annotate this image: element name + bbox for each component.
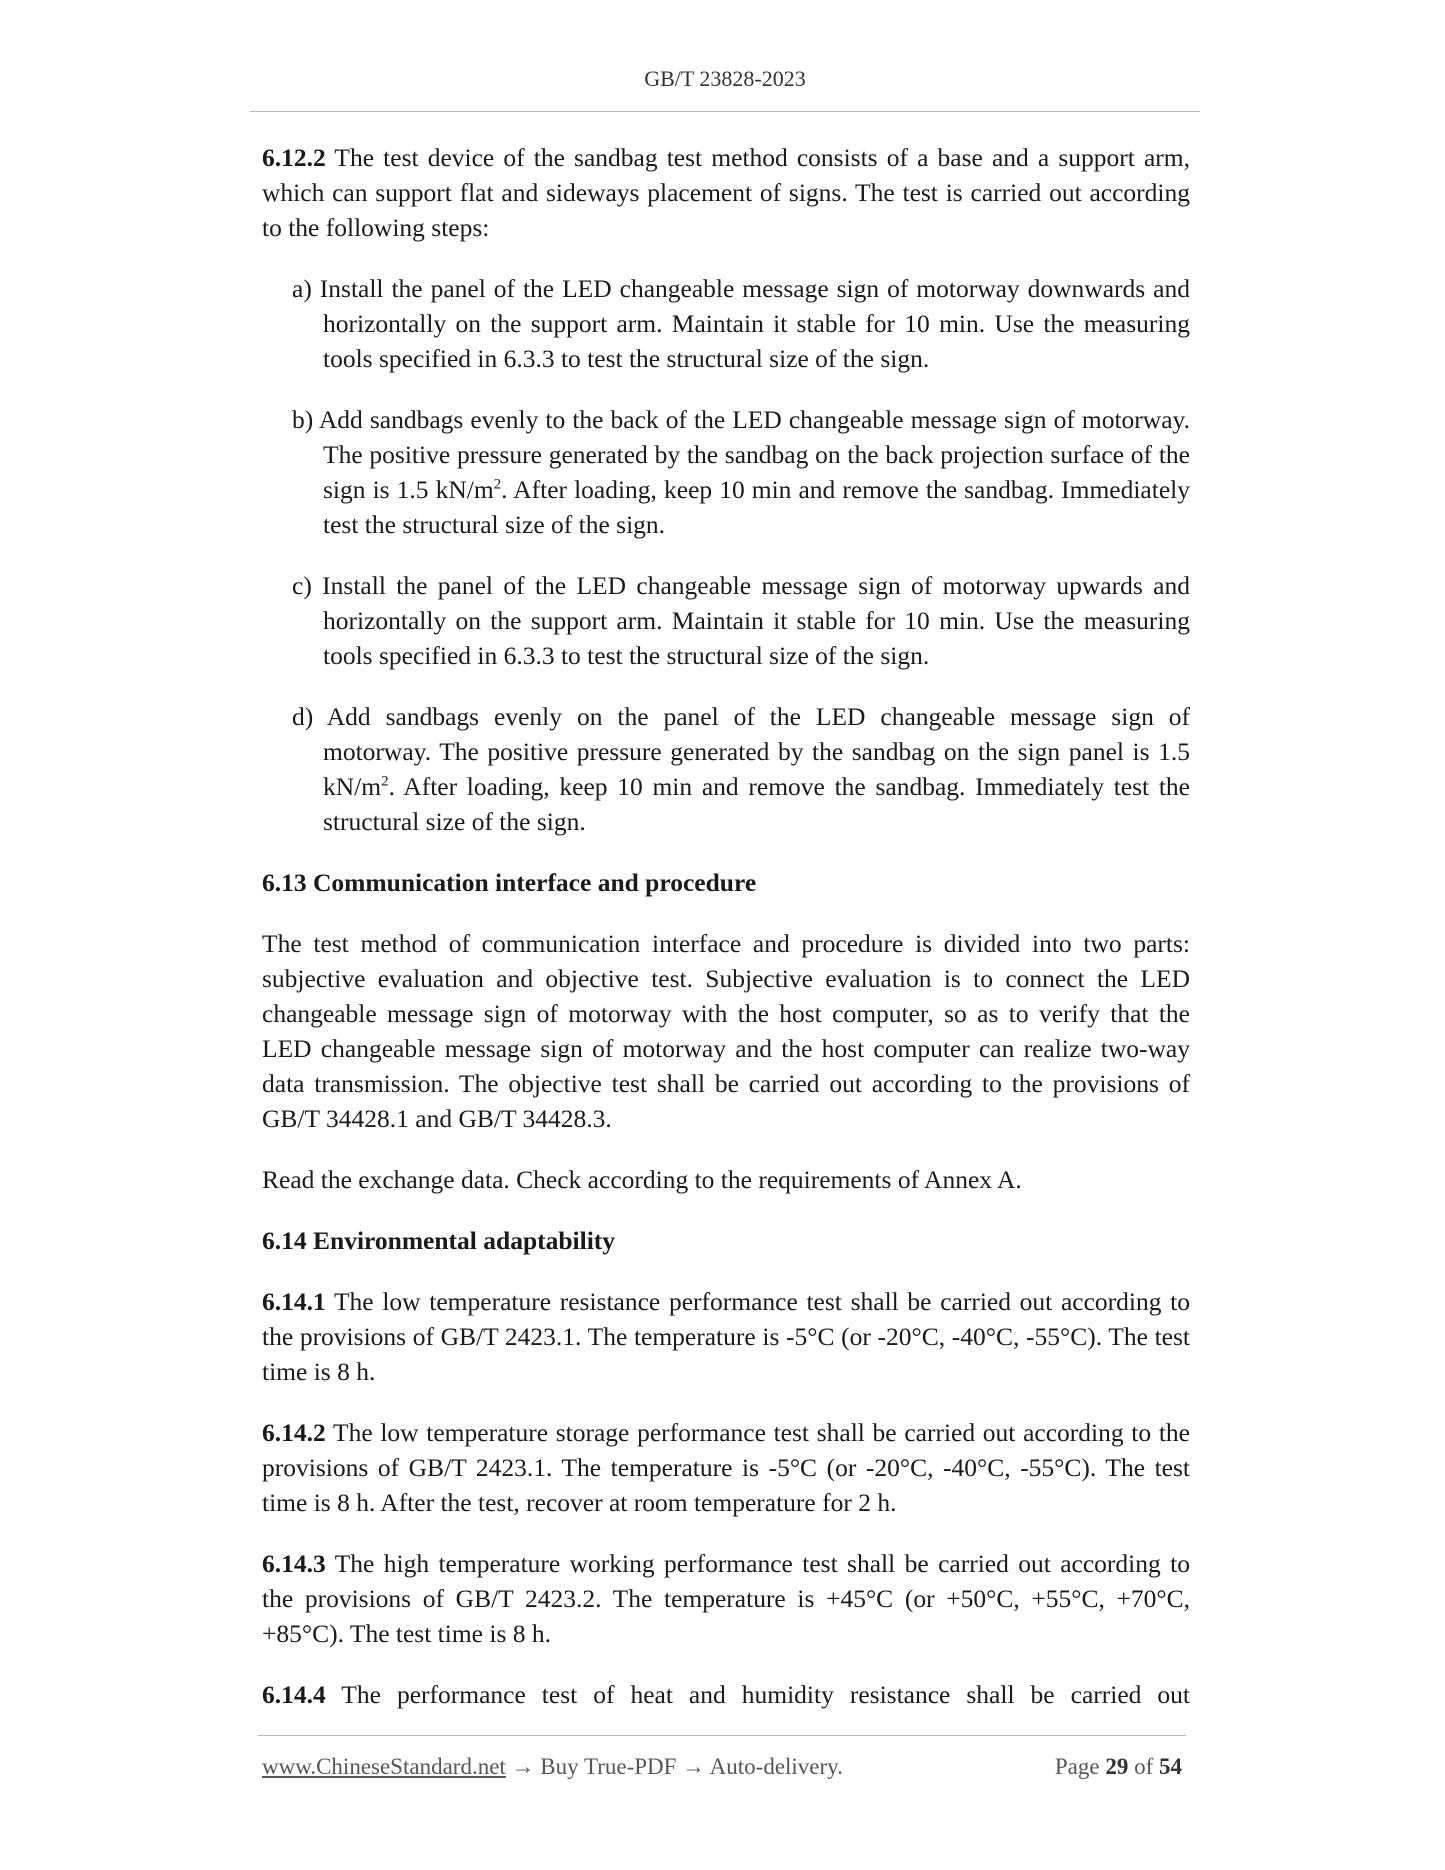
step-b-text-end: . After loading, keep 10 min and remove the sandbag. Immediately test the structural size of the sign. [323,475,1190,539]
footer-divider [258,1735,1186,1736]
step-b-text: b) Add sandbags evenly to the back of the LED changeable message sign of motorway. The positive pressure generated by the sandbag on the back projection surface of the sign is 1.5 kN/m [292,405,1190,504]
clause-6-14-2 [262,1415,1190,1520]
clause-number: 6.12.2 [262,143,326,172]
page-label: Page [1054,1754,1106,1779]
clause-number: 6.14.1 [262,1287,326,1316]
step-d [292,699,1190,839]
step-b-superscript: 2 [493,476,502,493]
footer-promo [262,1754,843,1780]
clause-number: 6.14.4 [262,1680,326,1709]
clause-number: 6.14.2 [262,1418,326,1447]
clause-6-14-4 [262,1677,1190,1712]
step-d-superscript: 2 [381,773,389,790]
page-number: 29 [1105,1754,1129,1779]
of-label: of [1128,1754,1159,1779]
clause-text: The test device of the sandbag test method consists of a base and a support arm, which can support flat and sideways placement of signs. The test is carried out according to the following steps: [262,143,1190,242]
clause-number: 6.14.3 [262,1549,326,1578]
page-indicator [1055,1754,1182,1780]
clause-text: The performance test of heat and humidity resistance shall be carried out [325,1680,1190,1709]
step-c: c) Install the panel of the LED changeable message sign of motorway upwards and horizontally on the support arm. Maintain it stable for 10 min. Use the measuring tools specified in 6.3.3 to test the structural size of the sign. [292,571,1190,670]
paragraph-6-13-2: Read the exchange data. Check according to the requirements of Annex A. [262,1165,1022,1194]
heading-6-14: 6.14 Environmental adaptability [262,1226,616,1255]
page-total: 54 [1159,1754,1182,1779]
clause-text: The low temperature storage performance test shall be carried out according to the provisions of GB/T 2423.1. The temperature is -5°C (or -20°C, -40°C, -55°C). The test time is 8 h. After the test, recover at room temperature for 2 h. [262,1418,1190,1517]
step-b [292,402,1190,542]
clause-6-14-3 [262,1546,1190,1651]
step-d-text-end: . After loading, keep 10 min and remove the sandbag. Immediately test the structural size of the sign. [323,772,1190,836]
page-footer [262,1754,1182,1780]
page-content [262,140,1190,1712]
step-a: a) Install the panel of the LED changeable message sign of motorway downwards and horizontally on the support arm. Maintain it stable for 10 min. Use the measuring tools specified in 6.3.3 to test the structural size of the sign. [292,274,1190,373]
clause-6-12-2 [262,140,1190,245]
paragraph-6-13-1: The test method of communication interface and procedure is divided into two parts: subjective evaluation and objective test. Subjective evaluation is to connect the LED changeable message sign of motorway with the host computer, so as to verify that the LED changeable message sign of motorway and the host computer can realize two-way data transmission. The objective test shall be carried out according to the provisions of GB/T 34428.1 and GB/T 34428.3. [262,929,1190,1133]
header-divider [250,111,1200,112]
heading-6-13: 6.13 Communication interface and procedure [262,868,757,897]
step-d-text: d) Add sandbags evenly on the panel of the LED changeable message sign of motorway. The positive pressure generated by the sandbag on the sign panel is 1.5 kN/m [292,702,1190,801]
clause-text: The high temperature working performance test shall be carried out according to the provisions of GB/T 2423.2. The temperature is +45°C (or +50°C, +55°C, +70°C, +85°C). The test time is 8 h. [262,1549,1190,1648]
website-link[interactable]: www.ChineseStandard.net [262,1754,506,1779]
promo-text: → Buy True-PDF → Auto-delivery. [505,1754,843,1779]
clause-6-14-1 [262,1284,1190,1389]
page-header: GB/T 23828-2023 [644,66,806,91]
clause-text: The low temperature resistance performance test shall be carried out according to the provisions of GB/T 2423.1. The temperature is -5°C (or -20°C, -40°C, -55°C). The test time is 8 h. [262,1287,1190,1386]
